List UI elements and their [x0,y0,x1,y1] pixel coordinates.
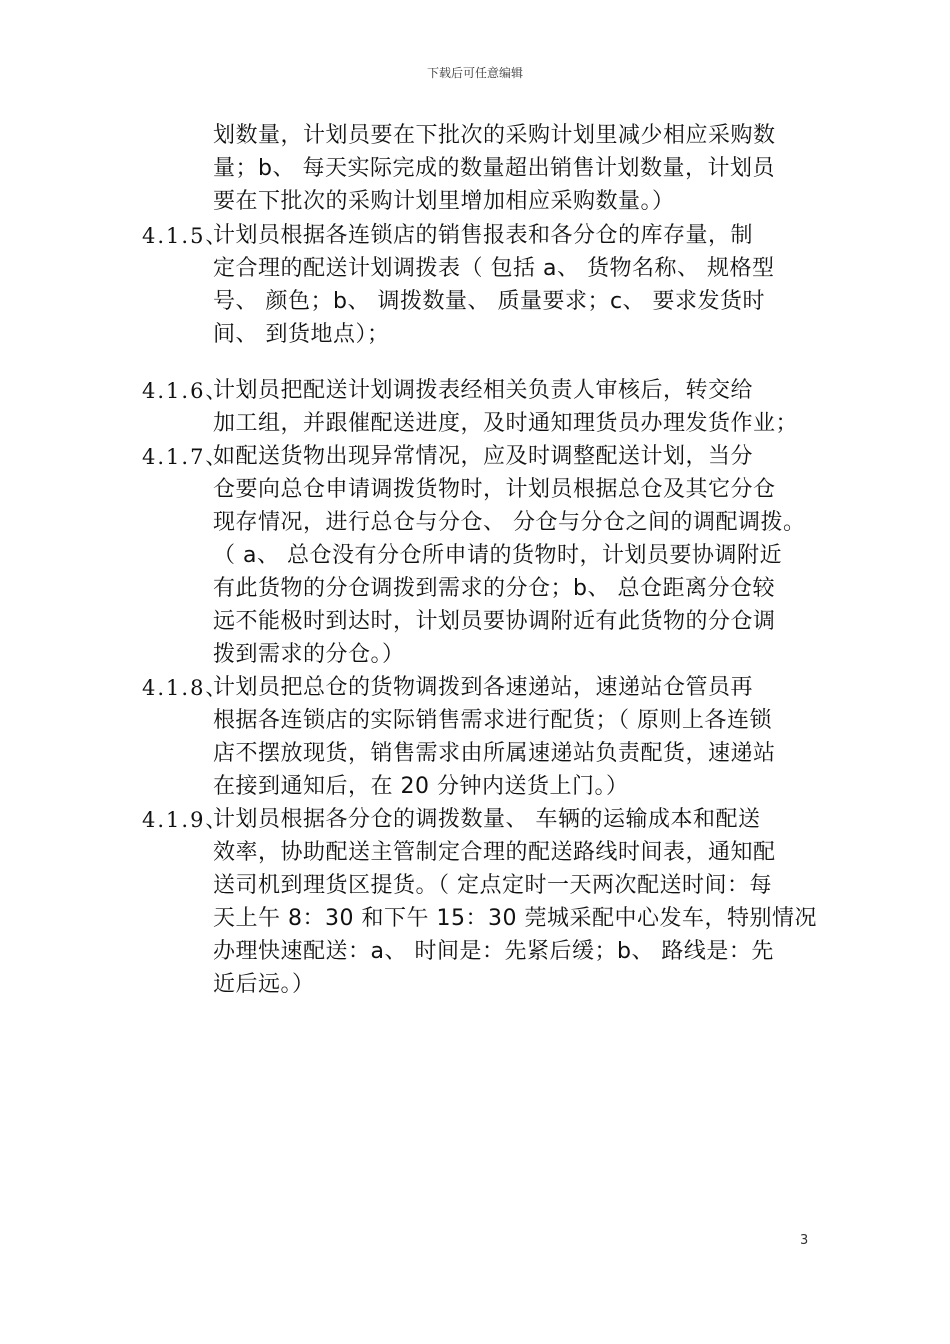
line-text: 远不能极时到达时，计划员要协调附近有此货物的分仓调 [213,609,776,634]
line-text: 送司机到理货区提货。（ 定点定时一天两次配送时间：每 [213,873,772,898]
line-text: 根据各连锁店的实际销售需求进行配货；（ 原则上各连锁 [213,708,772,733]
line-text: 仓要向总仓申请调拨货物时，计划员根据总仓及其它分仓 [213,477,776,502]
line-text: 办理快速配送：a、 时间是：先紧后缓；b、 路线是：先 [213,939,774,964]
line-text: 定合理的配送计划调拨表（ 包括 a、 货物名称、 规格型 [213,256,775,281]
page-number: 3 [800,1233,809,1248]
line-text: 效率，协助配送主管制定合理的配送路线时间表，通知配 [213,840,776,865]
line-text: 拨到需求的分仓。） [213,642,405,667]
line-text: 号、 颜色；b、 调拨数量、 质量要求；c、 要求发货时 [213,289,766,314]
line-text: 现存情况，进行总仓与分仓、 分仓与分仓之间的调配调拨。 [213,510,806,535]
item-number: 4.1.5、 [142,224,229,248]
line-text: 在接到通知后，在 20 分钟内送货上门。） [213,774,629,799]
line-text: 计划员把配送计划调拨表经相关负责人审核后，转交给 [213,378,754,403]
line-text: 有此货物的分仓调拨到需求的分仓；b、 总仓距离分仓较 [213,576,775,601]
line-text: 天上午 8：30 和下午 15：30 莞城采配中心发车，特别情况 [213,906,817,931]
line-text: 计划员把总仓的货物调拨到各速递站，速递站仓管员再 [213,675,754,700]
item-number: 4.1.8、 [142,676,229,700]
line-text: 计划员根据各分仓的调拨数量、 车辆的运输成本和配送 [213,807,761,832]
line-text: 间、 到货地点）； [213,322,390,347]
item-number: 4.1.9、 [142,808,229,832]
line-text: 近后远。） [213,972,315,997]
line-text: 划数量，计划员要在下批次的采购计划里减少相应采购数 [213,123,776,148]
line-text: 加工组，并跟催配送进度，及时通知理货员办理发货作业； [213,411,799,436]
line-text: 店不摆放现货，销售需求由所属速递站负责配货，速递站 [213,741,776,766]
item-number: 4.1.7、 [142,445,229,469]
line-text: 要在下批次的采购计划里增加相应采购数量。） [213,189,675,214]
item-number: 4.1.6、 [142,379,229,403]
line-text: （ a、 总仓没有分仓所申请的货物时，计划员要协调附近 [213,543,782,568]
page-header: 下载后可任意编辑 [426,66,523,80]
line-text: 如配送货物出现异常情况，应及时调整配送计划，当分 [213,444,754,469]
line-text: 计划员根据各连锁店的销售报表和各分仓的库存量，制 [213,223,754,248]
line-text: 量；b、 每天实际完成的数量超出销售计划数量，计划员 [213,156,775,181]
